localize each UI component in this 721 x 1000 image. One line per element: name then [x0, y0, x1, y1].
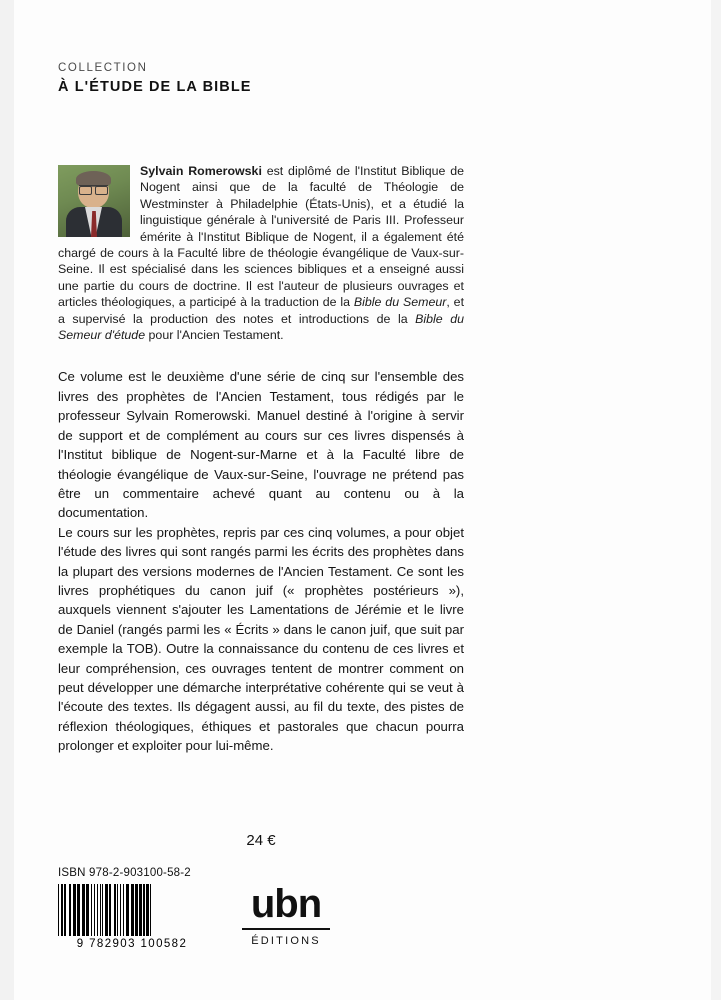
- page-left-edge: [0, 0, 14, 1000]
- publisher-mark: ubn: [250, 882, 322, 926]
- barcode-number: 9 782903 100582: [76, 938, 188, 950]
- collection-label: COLLECTION: [58, 62, 148, 74]
- publisher-logo: [236, 884, 336, 947]
- collection-header: [58, 62, 464, 95]
- bio-text-3: pour l'Ancien Testament.: [145, 328, 284, 343]
- barcode-bars: [58, 884, 206, 936]
- bio-italic-2: Bible du Semeur d'étude: [58, 311, 464, 343]
- cover-content: [58, 62, 464, 756]
- description-paragraph-2: Le cours sur les prophètes, repris par ces cinq volumes, a pour objet l'étude des livres qui sont rangés parmi les écrits des prophètes dans la plupart des versions modernes de l'Ancien Testament. Ce sont les livres prophétiques du canon juif (« prophètes postérieurs »), auxquels viennent s'ajouter les Lamentations de Jérémie et le livre de Daniel (rangés parmi les « Écrits » dans le canon juif, que suit par exemple la TOB). Outre la connaissance du contenu de ces livres et leur compréhension, ces ouvrages tentent de montrer comment on peut développer une démarche interprétative cohérente qui se veut à l'écoute des textes. Ils dégagent aussi, au fil du texte, des pistes de réflexion théologiques, éthiques et pastorales que chacun pourra prolonger et exploiter pour lui-même.: [58, 524, 464, 754]
- bio-text-2: , et a supervisé la production des notes et introductions de la: [58, 295, 465, 326]
- barcode: [58, 884, 206, 950]
- bio-italic-1: Bible du Semeur: [353, 295, 447, 310]
- author-name: Sylvain Romerowski: [140, 164, 262, 178]
- book-description: [58, 367, 464, 755]
- author-portrait-image: [58, 165, 130, 237]
- bio-text-1: est diplômé de l'Institut Biblique de Nogent ainsi que de la faculté de Théologie de Westminster à Philadelphie (États-Unis), et a étudié la linguistique générale à l'université de Paris III. Professeur émérite à l'Institut Biblique de Nogent, il a également été chargé de cours à la Faculté libre de théologie évangélique de Vaux-sur-Seine. Il est spécialisé dans les sciences bibliques et a enseigné aussi une partie du cours de doctrine. Il est l'auteur de plusieurs ouvrages et articles théologiques, a participé à la traduction de la: [58, 164, 464, 310]
- isbn-text: ISBN 978-2-903100-58-2: [58, 867, 191, 879]
- collection-title: À L'ÉTUDE DE LA BIBLE: [58, 79, 252, 95]
- author-bio: [58, 163, 464, 343]
- price: 24 €: [246, 832, 276, 849]
- description-paragraph-1: Ce volume est le deuxième d'une série de cinq sur l'ensemble des livres des prophètes de l'Ancien Testament, tous rédigés par le professeur Sylvain Romerowski. Manuel destiné à l'origine à servir de support et de complément au cours sur ces livres dispensés à l'Institut biblique de Nogent-sur-Marne et à la Faculté libre de théologie évangélique de Vaux-sur-Seine, l'ouvrage ne prétend pas être un commentaire achevé quant au contenu ou à la documentation.: [58, 369, 464, 521]
- publisher-rule: [242, 928, 330, 930]
- portrait-glasses: [79, 185, 108, 193]
- publisher-name: ÉDITIONS: [251, 935, 321, 947]
- page-right-edge: [711, 0, 721, 1000]
